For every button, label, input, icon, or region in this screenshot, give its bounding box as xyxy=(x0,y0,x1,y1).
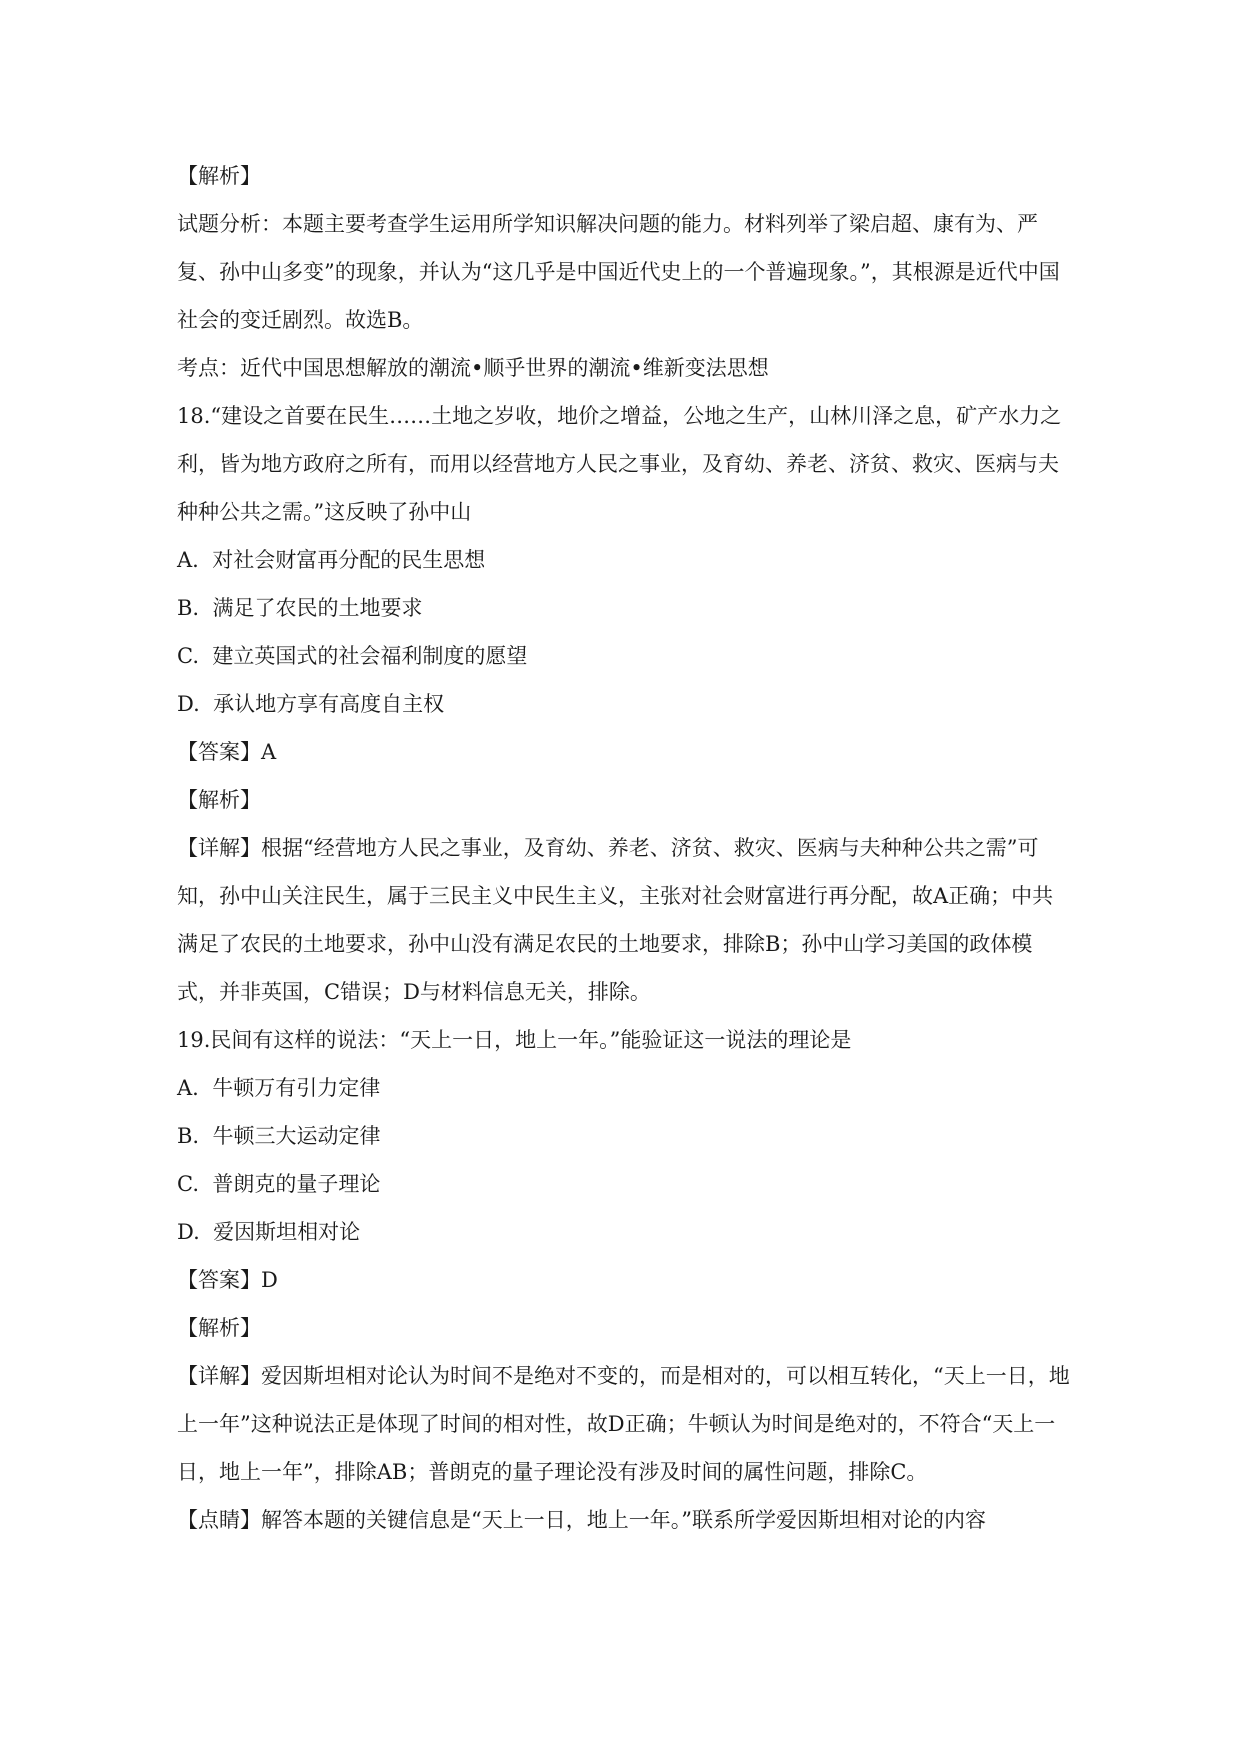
question-19-option-c: C. 普朗克的量子理论 xyxy=(177,1172,381,1196)
question-18-stem: 18.“建设之首要在民生……土地之岁收，地价之增益，公地之生产，山林川泽之息，矿产水力之利，皆为地方政府之所有，而用以经营地方人民之事业，及育幼、养老、济贫、救灾、医病与夫种种公共之需。”这反映了孙中山 xyxy=(177,404,1062,524)
question-18-option-d: D. 承认地方享有高度自主权 xyxy=(177,692,445,716)
question-19-explanation: 【详解】爱因斯坦相对论认为时间不是绝对不变的，而是相对的，可以相互转化，“天上一日，地上一年”这种说法正是体现了时间的相对性，故D正确；牛顿认为时间是绝对的，不符合“天上一日，地上一年”，排除AB；普朗克的量子理论没有涉及时间的属性问题，排除C。 xyxy=(177,1364,1070,1484)
question-18-explanation: 【详解】根据“经营地方人民之事业，及育幼、养老、济贫、救灾、医病与夫种种公共之需”可知，孙中山关注民生，属于三民主义中民生主义，主张对社会财富进行再分配，故A正确；中共满足了农民的土地要求，孙中山没有满足农民的土地要求，排除B；孙中山学习美国的政体模式，并非英国，C错误；D与材料信息无关，排除。 xyxy=(177,836,1054,1004)
question-19-stem: 19.民间有这样的说法：“天上一日，地上一年。”能验证这一说法的理论是 xyxy=(177,1028,852,1052)
analysis-heading-2: 【解析】 xyxy=(177,788,261,812)
question-19-option-b: B. 牛顿三大运动定律 xyxy=(177,1124,381,1148)
analysis-paragraph-17: 试题分析：本题主要考查学生运用所学知识解决问题的能力。材料列举了梁启超、康有为、严复、孙中山多变”的现象，并认为“这几乎是中国近代史上的一个普遍现象。”，其根源是近代中国社会的变迁剧烈。故选B。 xyxy=(177,212,1060,332)
question-19-option-a: A. 牛顿万有引力定律 xyxy=(177,1076,381,1100)
question-19-option-d: D. 爱因斯坦相对论 xyxy=(177,1220,361,1244)
document-page xyxy=(177,152,1072,1544)
knowledge-point-line: 考点：近代中国思想解放的潮流•顺乎世界的潮流•维新变法思想 xyxy=(177,356,769,380)
analysis-heading-3: 【解析】 xyxy=(177,1316,261,1340)
analysis-heading-1: 【解析】 xyxy=(177,164,261,188)
question-19-key-point: 【点睛】解答本题的关键信息是“天上一日，地上一年。”联系所学爱因斯坦相对论的内容 xyxy=(177,1508,986,1532)
question-18-option-b: B. 满足了农民的土地要求 xyxy=(177,596,423,620)
question-18-option-a: A. 对社会财富再分配的民生思想 xyxy=(177,548,486,572)
question-18-option-c: C. 建立英国式的社会福利制度的愿望 xyxy=(177,644,528,668)
question-18-answer: 【答案】A xyxy=(177,740,277,764)
question-19-answer: 【答案】D xyxy=(177,1268,278,1292)
